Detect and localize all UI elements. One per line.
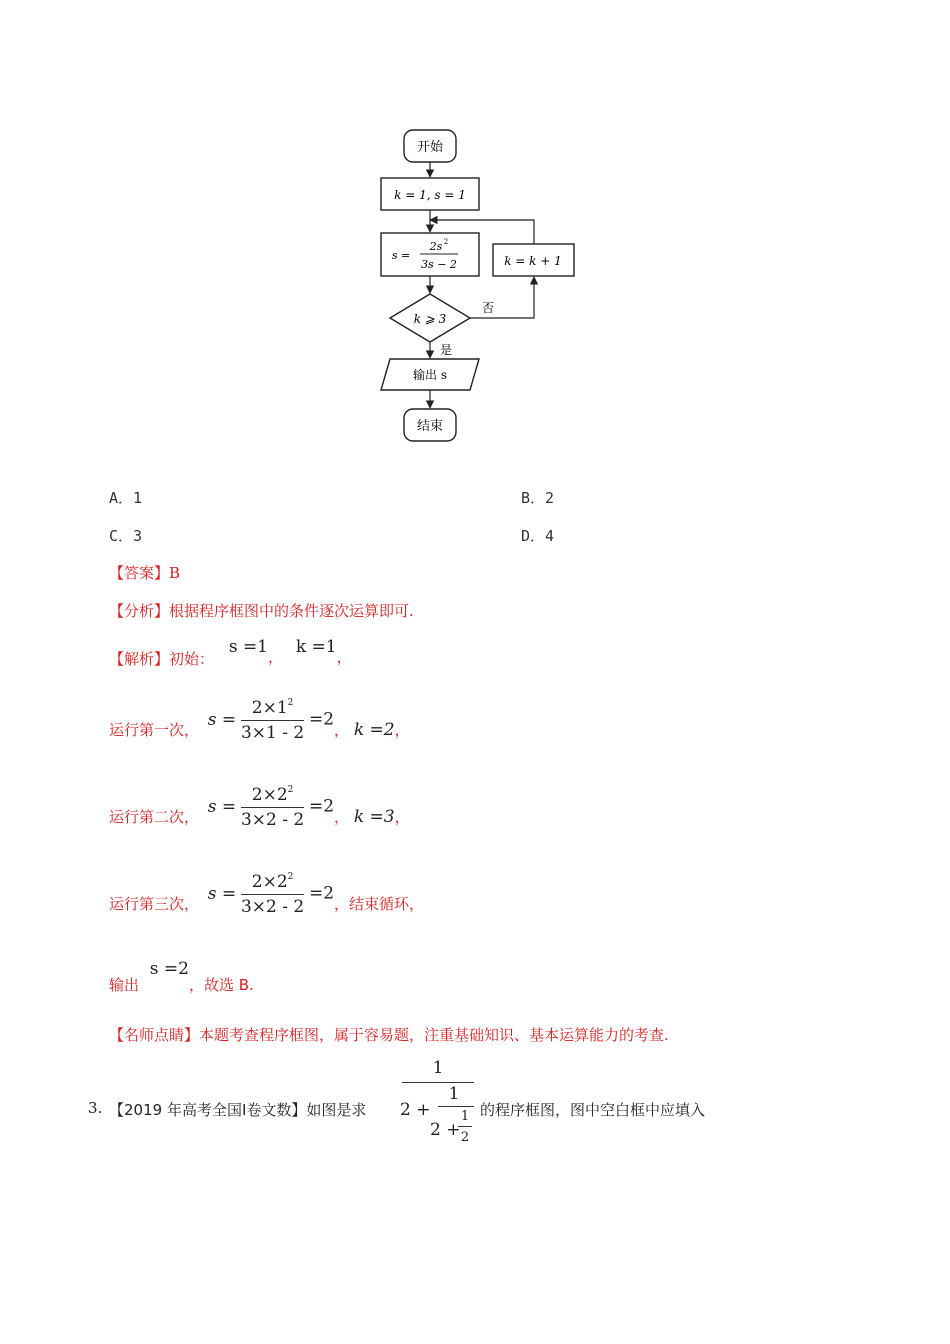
step-label: 运行第一次， xyxy=(109,720,200,739)
step-tail: ， xyxy=(394,807,410,826)
step-fraction xyxy=(241,872,304,917)
start-label: 开始 xyxy=(416,140,444,155)
step-rhs: =2 xyxy=(308,883,335,904)
answer-tag: 【答案】 xyxy=(109,564,170,582)
step-lhs: s = xyxy=(207,709,237,730)
output-suffix: ，故选 B. xyxy=(189,976,254,994)
no-label: 否 xyxy=(481,301,495,315)
cf-low-numerator: 1 xyxy=(460,1109,470,1124)
step-tail: ， xyxy=(394,720,410,739)
answer-line xyxy=(109,562,180,583)
step-3 xyxy=(109,872,424,917)
step-k: k =3 xyxy=(353,806,395,827)
cf-low-denominator: 2 xyxy=(460,1130,470,1145)
yes-label: 是 xyxy=(439,343,453,357)
process-denominator: 3s − 2 xyxy=(421,258,457,271)
tip-tag: 【名师点睛】 xyxy=(109,1026,200,1044)
end-label: 结束 xyxy=(416,419,444,434)
step-numerator: 2×2 xyxy=(251,785,288,805)
analysis-tag: 【分析】 xyxy=(109,602,170,620)
process-numerator-exp: 2 xyxy=(443,238,449,246)
step-denominator: 3×2 - 2 xyxy=(240,810,305,830)
analysis-text: 根据程序框图中的条件逐次运算即可. xyxy=(169,602,414,620)
step-numerator: 2×2 xyxy=(251,872,288,892)
solution-init-k: k =1 xyxy=(295,637,337,657)
init-label: k = 1, s = 1 xyxy=(394,188,466,202)
continued-fraction xyxy=(400,1058,478,1154)
output-line xyxy=(109,958,254,994)
step-sep: ， xyxy=(334,807,350,826)
step-label: 运行第二次， xyxy=(109,807,200,826)
question-3-source-tag: 【2019 年高考全国Ⅰ卷文数】 xyxy=(109,1101,307,1119)
step-fraction xyxy=(241,698,304,743)
solution-line xyxy=(109,636,352,668)
question-3-source xyxy=(109,1099,366,1120)
process-lhs: s = xyxy=(391,249,411,262)
step-k: k =2 xyxy=(353,719,395,740)
solution-intro: 初始： xyxy=(169,650,215,668)
analysis-line xyxy=(109,600,414,621)
option-d: D．4 xyxy=(521,527,555,545)
step-numerator-exp: 2 xyxy=(287,872,294,882)
process-numerator: 2s xyxy=(429,240,443,253)
condition-label: k ⩾ 3 xyxy=(413,312,447,326)
step-numerator-exp: 2 xyxy=(287,698,294,708)
solution-init-s: s =1 xyxy=(228,637,269,657)
increment-label: k = k + 1 xyxy=(504,254,562,268)
option-c: C．3 xyxy=(109,527,143,545)
solution-sep2: ， xyxy=(336,648,352,666)
question-3-prefix: 如图是求 xyxy=(306,1101,367,1119)
step-fraction xyxy=(241,785,304,830)
step-numerator-exp: 2 xyxy=(287,785,294,795)
step-label: 运行第三次， xyxy=(109,894,200,913)
step-tail: ，结束循环， xyxy=(334,894,425,913)
answer-value: B xyxy=(169,564,181,582)
question-3-number: 3. xyxy=(88,1099,103,1117)
cf-mid-term: 2 + xyxy=(400,1100,431,1120)
cf-top-numerator: 1 xyxy=(432,1058,444,1078)
option-a: A．1 xyxy=(109,489,143,507)
step-lhs: s = xyxy=(207,883,237,904)
step-sep: ， xyxy=(334,720,350,739)
step-2 xyxy=(109,785,410,830)
tip-text: 本题考查程序框图，属于容易题，注重基础知识、基本运算能力的考查. xyxy=(199,1026,669,1044)
step-lhs: s = xyxy=(207,796,237,817)
cf-low-term: 2 + xyxy=(430,1120,461,1140)
option-b: B．2 xyxy=(521,489,555,507)
output-prefix: 输出 xyxy=(109,976,140,994)
step-numerator: 2×1 xyxy=(251,698,288,718)
step-rhs: =2 xyxy=(308,709,335,730)
question-3-suffix: 的程序框图，图中空白框中应填入 xyxy=(480,1101,706,1119)
output-value: s =2 xyxy=(149,959,189,979)
step-rhs: =2 xyxy=(308,796,335,817)
tip-line xyxy=(109,1024,669,1045)
cf-mid-numerator: 1 xyxy=(448,1084,460,1104)
output-label: 输出 s xyxy=(413,368,447,382)
step-denominator: 3×1 - 2 xyxy=(240,723,305,743)
step-1 xyxy=(109,698,410,743)
flowchart xyxy=(370,120,590,450)
solution-sep1: ， xyxy=(268,648,284,666)
solution-tag: 【解析】 xyxy=(109,650,170,668)
step-denominator: 3×2 - 2 xyxy=(240,897,305,917)
